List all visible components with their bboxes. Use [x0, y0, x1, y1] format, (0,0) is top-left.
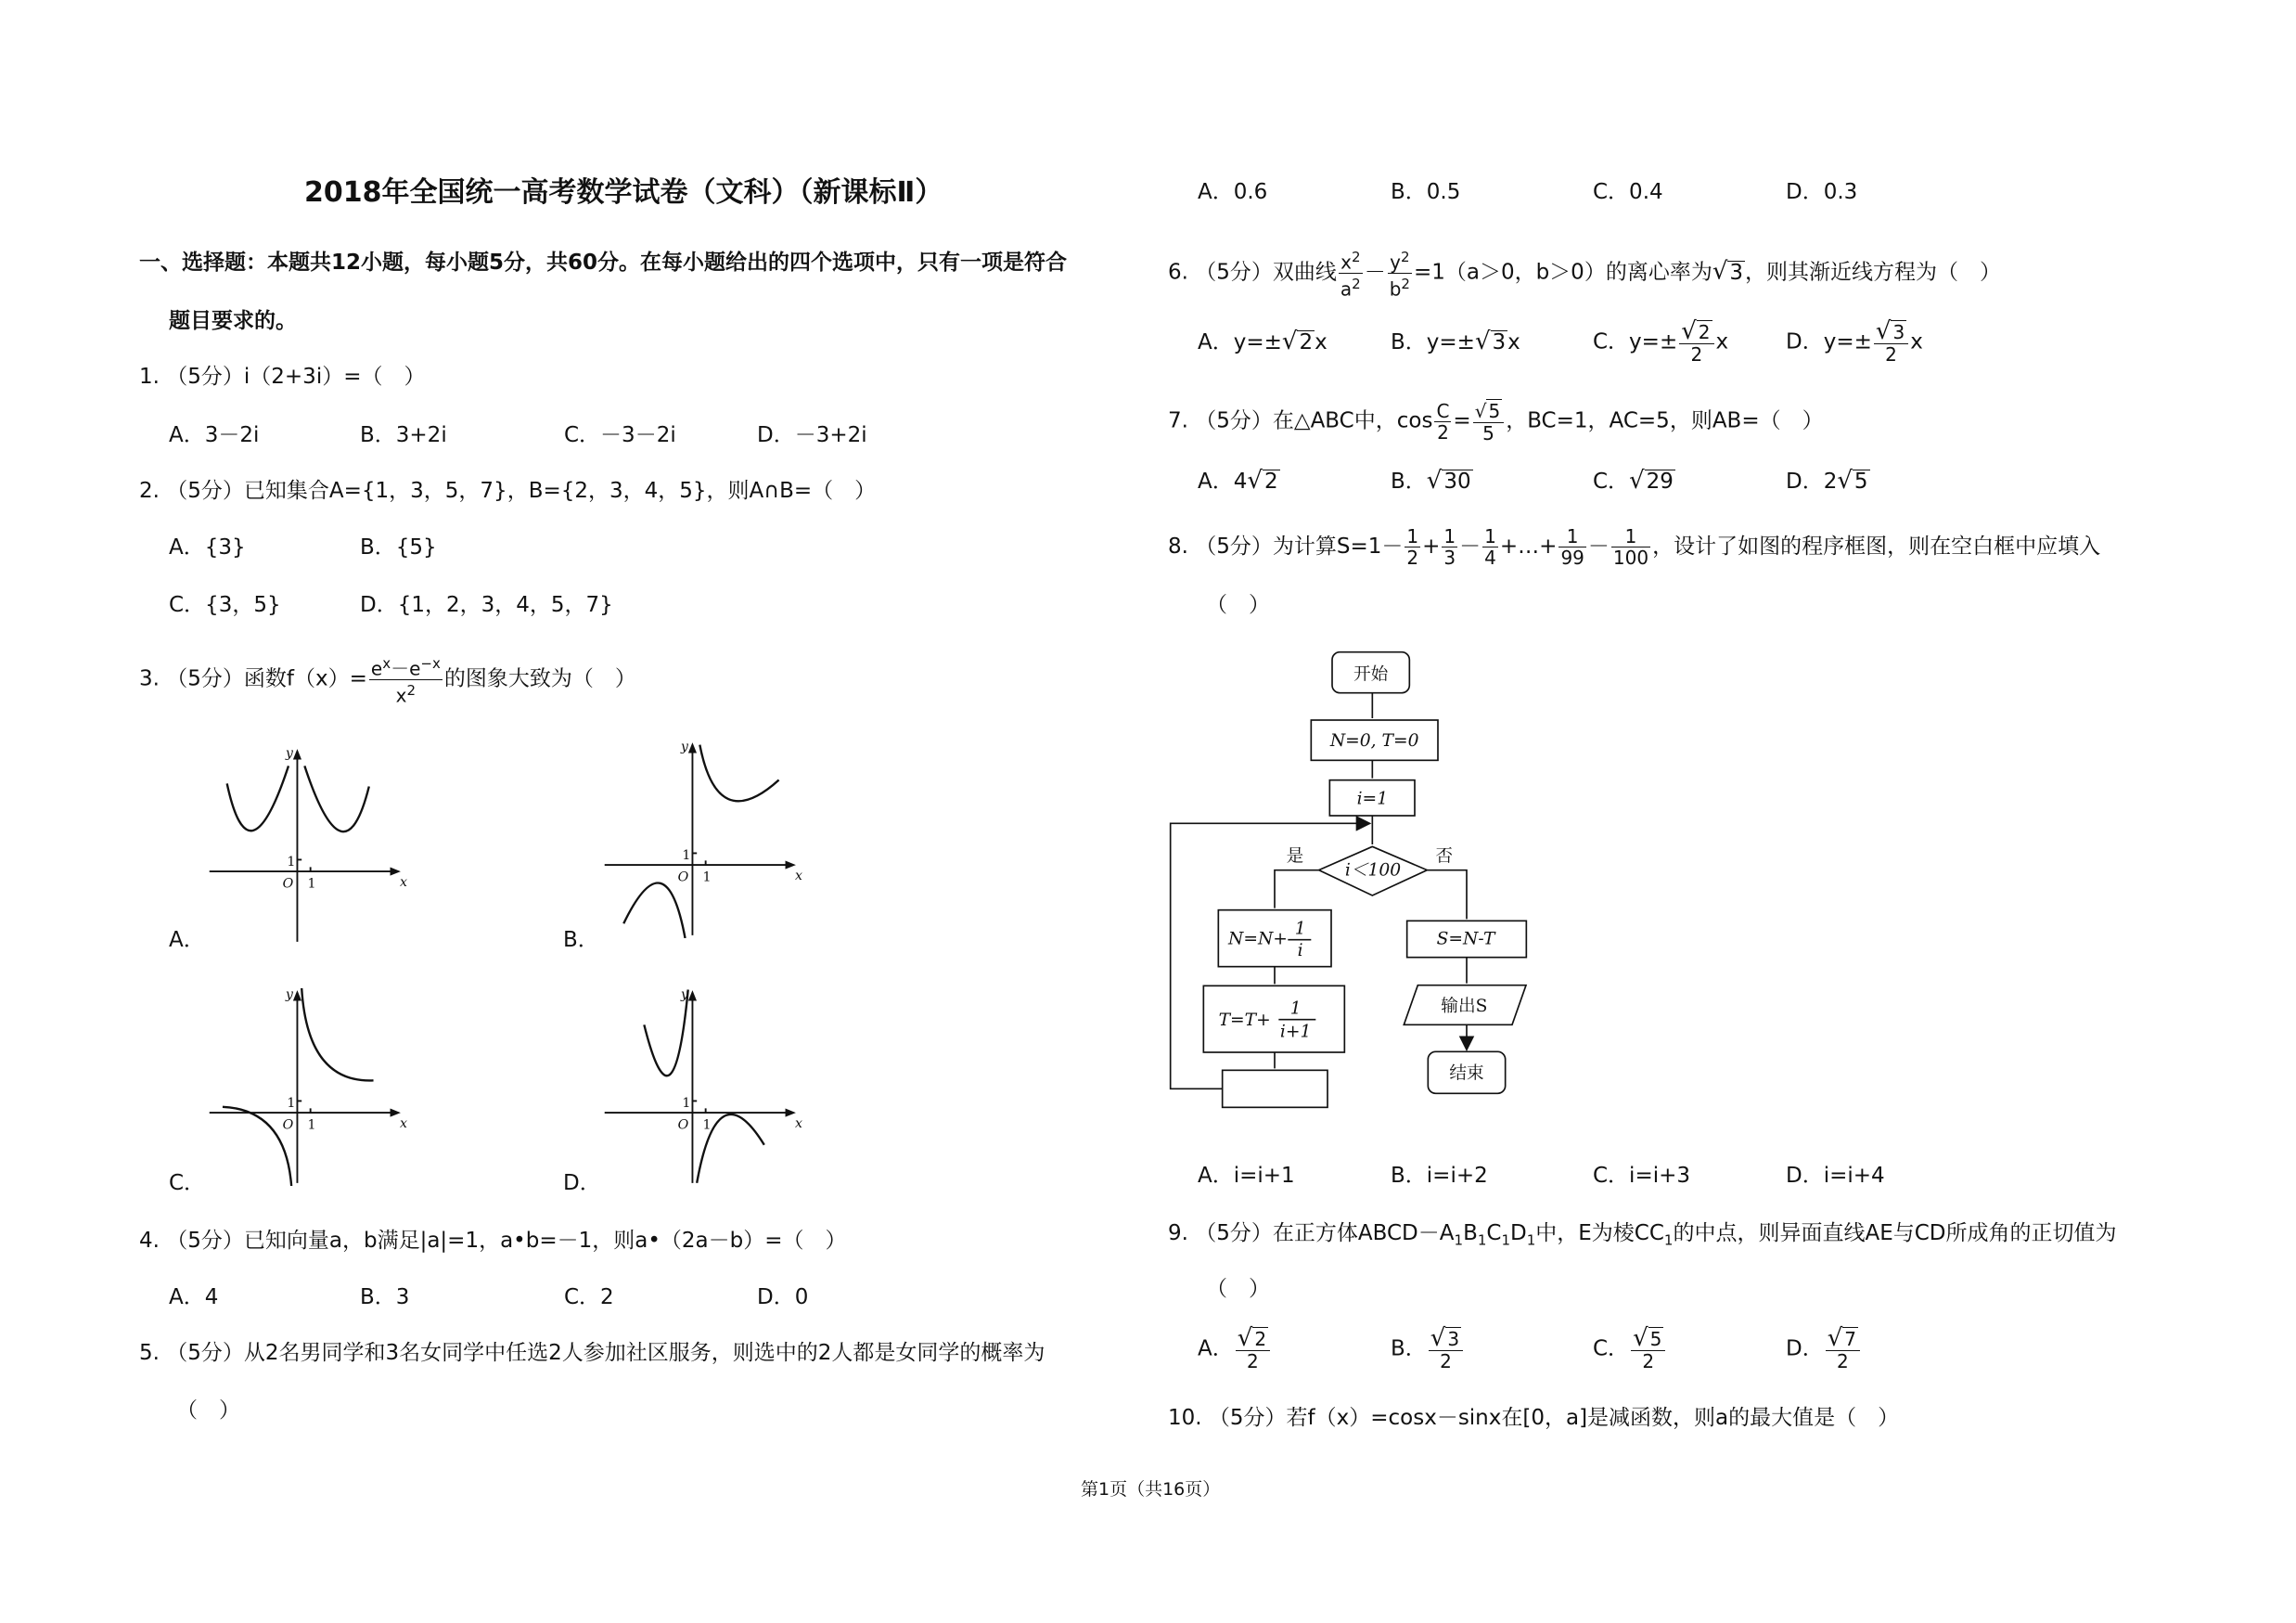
q7-option-b: B．√30	[1391, 467, 1471, 495]
q4-option-b: B．3	[360, 1285, 410, 1309]
q3-option-a: A．	[169, 928, 205, 952]
svg-text:1: 1	[287, 1095, 296, 1111]
q8-option-b: B．i=i+2	[1391, 1164, 1488, 1188]
svg-text:输出S: 输出S	[1441, 997, 1488, 1016]
sqrt-icon: √	[1712, 257, 1728, 286]
sqrt-icon: √	[1430, 1324, 1446, 1352]
q2-option-c: C．{3，5}	[169, 593, 281, 617]
svg-text:1: 1	[287, 854, 296, 869]
graph-option-c	[205, 981, 410, 1186]
question-4: 4. （5分）已知向量a，b满足|a|=1，a•b=－1，则a•（2a－b）=（ ）	[139, 1229, 847, 1253]
q9-option-d: D． $\frac{√ 7}{2}$	[1786, 1327, 1862, 1372]
page-footer: 第1页（共16页）	[1081, 1479, 1221, 1500]
svg-text:N=0, T=0: N=0, T=0	[1329, 731, 1419, 751]
graph-option-b	[600, 733, 805, 938]
fraction: $\frac{1}{99}$	[1560, 525, 1584, 569]
q5-option-a: A．0.6	[1198, 180, 1268, 204]
q5-option-b: B．0.5	[1391, 180, 1461, 204]
q1-option-c: C．－3－2i	[564, 423, 676, 447]
svg-text:N=N+: N=N+	[1228, 929, 1288, 949]
svg-text:T=T+: T=T+	[1218, 1011, 1271, 1030]
sqrt-icon: √	[1629, 467, 1645, 495]
q9-option-b: B． $\frac{√ 3}{2}$	[1391, 1327, 1465, 1372]
sqrt-icon: √	[1247, 467, 1263, 495]
question-1: 1. （5分）i（2+3i）=（ ）	[139, 365, 426, 389]
sqrt-icon: √	[1827, 1324, 1843, 1352]
question-5: 5. （5分）从2名男同学和3名女同学中任选2人参加社区服务，则选中的2人都是女同学的概率为	[139, 1341, 1045, 1365]
sqrt-icon: √	[1281, 328, 1298, 355]
svg-text:y: y	[680, 986, 688, 1002]
svg-text:O: O	[677, 869, 689, 885]
svg-text:i=1: i=1	[1356, 789, 1389, 809]
svg-text:y: y	[285, 745, 293, 761]
q9-paren: （ ）	[1206, 1277, 1270, 1301]
q3-option-c: C．	[169, 1171, 206, 1195]
question-3: 3. （5分）函数f（x）= $\frac{e^x-e^{-x}}{x^2}$ 的图象大致为（ ）	[139, 655, 636, 707]
q2-option-b: B．{5}	[360, 535, 437, 560]
q4-option-a: A．4	[169, 1285, 219, 1309]
q4-option-c: C．2	[564, 1285, 614, 1309]
svg-text:1: 1	[1294, 919, 1306, 939]
graph-option-a	[205, 740, 410, 945]
svg-text:结束: 结束	[1449, 1063, 1484, 1084]
svg-text:x: x	[399, 874, 407, 890]
section-heading-cont: 题目要求的。	[169, 309, 297, 333]
sqrt-icon: √	[1633, 1324, 1648, 1352]
question-10: 10. （5分）若f（x）=cosx－sinx在[0，a]是减函数，则a的最大值是（ ）	[1168, 1406, 1900, 1430]
q4-option-d: D．0	[757, 1285, 809, 1309]
question-8: 8. （5分）为计算S=1－ $\frac{1}{2}$ + $\frac{1}{3}$ － $\frac{1}{4}$ +…+ $\frac{1}{99}$ － $\frac{1}{100}$ ，设计了如图的程序框图，则在空白框中应填入	[1168, 525, 2101, 569]
q3-option-b: B．	[563, 928, 599, 952]
sqrt-icon: √	[1426, 467, 1443, 495]
svg-text:x: x	[399, 1115, 407, 1131]
fraction: $\frac{1}{4}$	[1484, 525, 1496, 569]
q8-option-c: C．i=i+3	[1593, 1164, 1691, 1188]
q5-paren: （ ）	[176, 1398, 240, 1423]
question-7: 7. （5分）在△ABC中，cos $\frac{C}{2}$ = $\frac{√ 5}{5}$ ，BC=1，AC=5，则AB=（ ）	[1168, 399, 1824, 444]
flow-blank-box[interactable]	[1223, 1070, 1328, 1107]
q7-option-d: D．2√5	[1786, 467, 1868, 495]
svg-text:1: 1	[307, 1117, 316, 1133]
q7-option-a: A．4√2	[1198, 467, 1278, 495]
sqrt-icon: √	[1474, 328, 1491, 355]
q1-option-b: B．3+2i	[360, 423, 447, 447]
svg-text:O: O	[282, 876, 294, 892]
graph-option-d	[600, 981, 805, 1186]
svg-text:1: 1	[702, 1117, 712, 1133]
q3-option-d: D．	[563, 1171, 601, 1195]
fraction: $\frac{1}{100}$	[1612, 525, 1649, 569]
svg-text:i+1: i+1	[1279, 1022, 1312, 1042]
svg-text:1: 1	[682, 1095, 691, 1111]
sqrt-icon: √	[1837, 467, 1853, 495]
question-2: 2. （5分）已知集合A={1，3，5，7}，B={2，3，4，5}，则A∩B=（ ）	[139, 479, 877, 503]
q6-option-b: B．y=±√3x	[1391, 328, 1520, 355]
svg-text:1: 1	[702, 869, 712, 885]
q1-option-a: A．3－2i	[169, 423, 260, 447]
program-flowchart	[1160, 631, 1577, 1151]
fraction: $\frac{1}{3}$	[1443, 525, 1456, 569]
svg-text:是: 是	[1286, 846, 1304, 867]
section-heading: 一、选择题：本题共12小题，每小题5分，共60分。在每小题给出的四个选项中，只有一项是符合	[139, 251, 1068, 275]
svg-text:否: 否	[1435, 846, 1453, 867]
svg-text:S=N-T: S=N-T	[1436, 929, 1495, 949]
page-title: 2018年全国统一高考数学试卷（文科）（新课标Ⅱ）	[304, 176, 943, 209]
svg-text:x: x	[794, 868, 802, 883]
svg-text:x: x	[794, 1115, 802, 1131]
q6-option-a: A．y=±√2x	[1198, 328, 1328, 355]
q9-option-c: C． $\frac{√ 5}{2}$	[1593, 1327, 1667, 1372]
q1-option-d: D．－3+2i	[757, 423, 867, 447]
q9-option-a: A． $\frac{√ 2}{2}$	[1198, 1327, 1272, 1372]
fraction: $\frac{1}{2}$	[1406, 525, 1419, 569]
q8-option-a: A．i=i+1	[1198, 1164, 1295, 1188]
sqrt-icon: √	[1875, 317, 1892, 345]
svg-text:1: 1	[682, 847, 691, 863]
q7-option-c: C．√29	[1593, 467, 1674, 495]
q6-option-d: D．y=± $\frac{√ 3}{2}$ x	[1786, 317, 1923, 366]
svg-text:O: O	[677, 1117, 689, 1133]
q2-option-a: A．{3}	[169, 535, 246, 560]
svg-text:1: 1	[307, 876, 316, 892]
q5-option-c: C．0.4	[1593, 180, 1663, 204]
q8-paren: （ ）	[1206, 593, 1270, 617]
svg-text:开始: 开始	[1353, 664, 1389, 685]
question-6: 6. （5分）双曲线 $\frac{x^2}{a^2}$ － $\frac{y^2}{b^2}$ =1（a＞0，b＞0）的离心率为√3，则其渐近线方程为（ ）	[1168, 249, 2002, 301]
q6-option-c: C．y=± $\frac{√ 2}{2}$ x	[1593, 317, 1729, 366]
sqrt-icon: √	[1237, 1324, 1253, 1352]
sqrt-icon: √	[1681, 317, 1697, 345]
svg-text:1: 1	[1289, 998, 1302, 1019]
svg-text:O: O	[282, 1117, 294, 1133]
svg-text:y: y	[285, 986, 293, 1002]
q8-option-d: D．i=i+4	[1786, 1164, 1885, 1188]
svg-text:i: i	[1297, 941, 1303, 960]
q2-option-d: D．{1，2，3，4，5，7}	[360, 593, 613, 617]
question-9: 9. （5分）在正方体$ABCD-A_1B_1C_1D_1$中，E为棱$CC_1$的中点，则异面直线AE与CD所成角的正切值为	[1168, 1221, 2117, 1249]
svg-text:y: y	[680, 739, 688, 754]
q5-option-d: D．0.3	[1786, 180, 1858, 204]
fraction: $\frac{e^x-e^{-x}}{x^2}$	[370, 655, 441, 707]
svg-text:i＜100: i＜100	[1344, 860, 1402, 881]
